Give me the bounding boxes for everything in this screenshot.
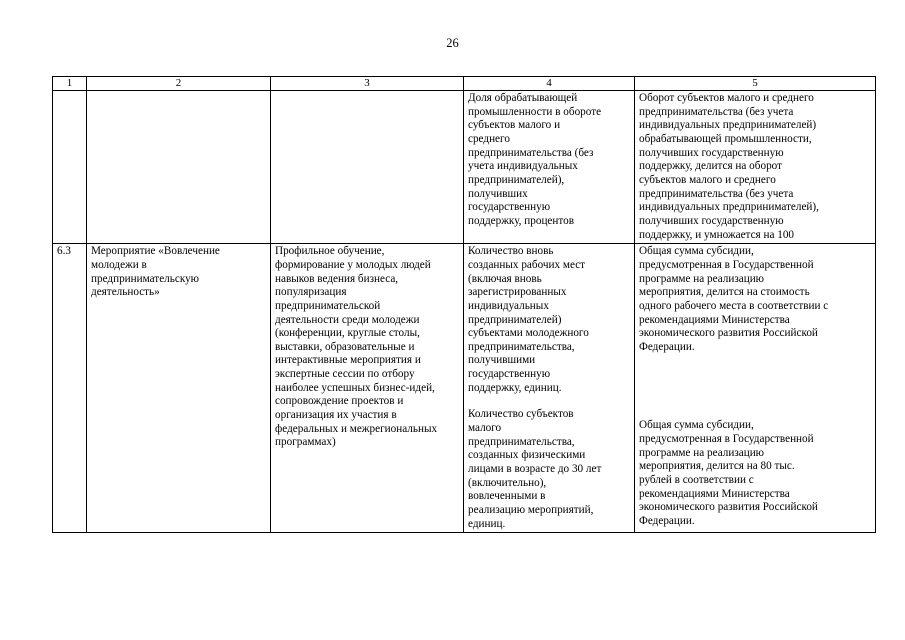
indicator-new-jobs: Количество вновь созданных рабочих мест (включая вновь зарегистрированных индивидуальных предпринимателей) субъектами молодежного предпринимательства, получившими государственную поддержку, единиц. [468,245,589,394]
indicators-table [52,76,876,533]
row1-cell-1 [53,91,87,244]
header-cell-4: 4 [464,77,635,91]
table-header-row [53,77,876,91]
spacer [468,395,630,408]
header-cell-2: 2 [87,77,271,91]
header-cell-1: 1 [53,77,87,91]
row1-cell-2 [87,91,271,244]
header-cell-3: 3 [271,77,464,91]
activity-description: Профильное обучение, формирование у молодых людей навыков ведения бизнеса, популяризация предпринимательской деятельности среди молодежи (конференции, круглые столы, выставки, образовательные и интерактивные мероприятия и экспертные сессии по отбору наиболее успешных бизнес-идей, сопровождение проектов и организация их участия в федеральных и межрегиональных программах) [275,245,438,449]
row1-cell-3 [271,91,464,244]
row1-cell-4 [464,91,635,244]
row2-cell-5 [635,244,876,533]
table-row [53,91,876,244]
activity-name: Мероприятие «Вовлечение молодежи в предпринимательскую деятельность» [91,245,220,299]
method-manufacturing-share: Оборот субъектов малого и среднего предпринимательства (без учета индивидуальных предпринимателей) обрабатывающей промышленности, получивших государственную поддержку, делится на оборот субъектов малого и среднего предпринимательства (без учета индивидуальных предпринимателей), получивших государственную поддержку, и умножается на 100 [639,92,819,241]
header-cell-5: 5 [635,77,876,91]
row1-cell-5 [635,91,876,244]
page-number: 26 [446,36,459,50]
method-new-jobs: Общая сумма субсидии, предусмотренная в Государственной программе на реализацию мероприятия, делится на стоимость одного рабочего места в соответствии с рекомендациями Министерства экономического развития Российской Федерации. [639,245,829,353]
item-number: 6.3 [57,245,71,258]
indicator-youth-businesses: Количество субъектов малого предпринимательства, созданных физическими лицами в возрасте до 30 лет (включительно), вовлеченными в реализацию мероприятий, единиц. [468,408,602,530]
indicator-manufacturing-share: Доля обрабатывающей промышленности в обороте субъектов малого и среднего предпринимательства (без учета индивидуальных предпринимателей), получивших государственную поддержку, процентов [468,92,602,227]
row2-cell-1 [53,244,87,533]
row2-cell-3 [271,244,464,533]
row2-cell-2 [87,244,271,533]
row2-cell-4 [464,244,635,533]
spacer [639,354,871,419]
table-row [53,244,876,533]
method-youth-businesses: Общая сумма субсидии, предусмотренная в Государственной программе на реализацию мероприятия, делится на 80 тыс. рублей в соответствии с рекомендациями Министерства экономического развития Российской Федерации. [639,419,818,528]
